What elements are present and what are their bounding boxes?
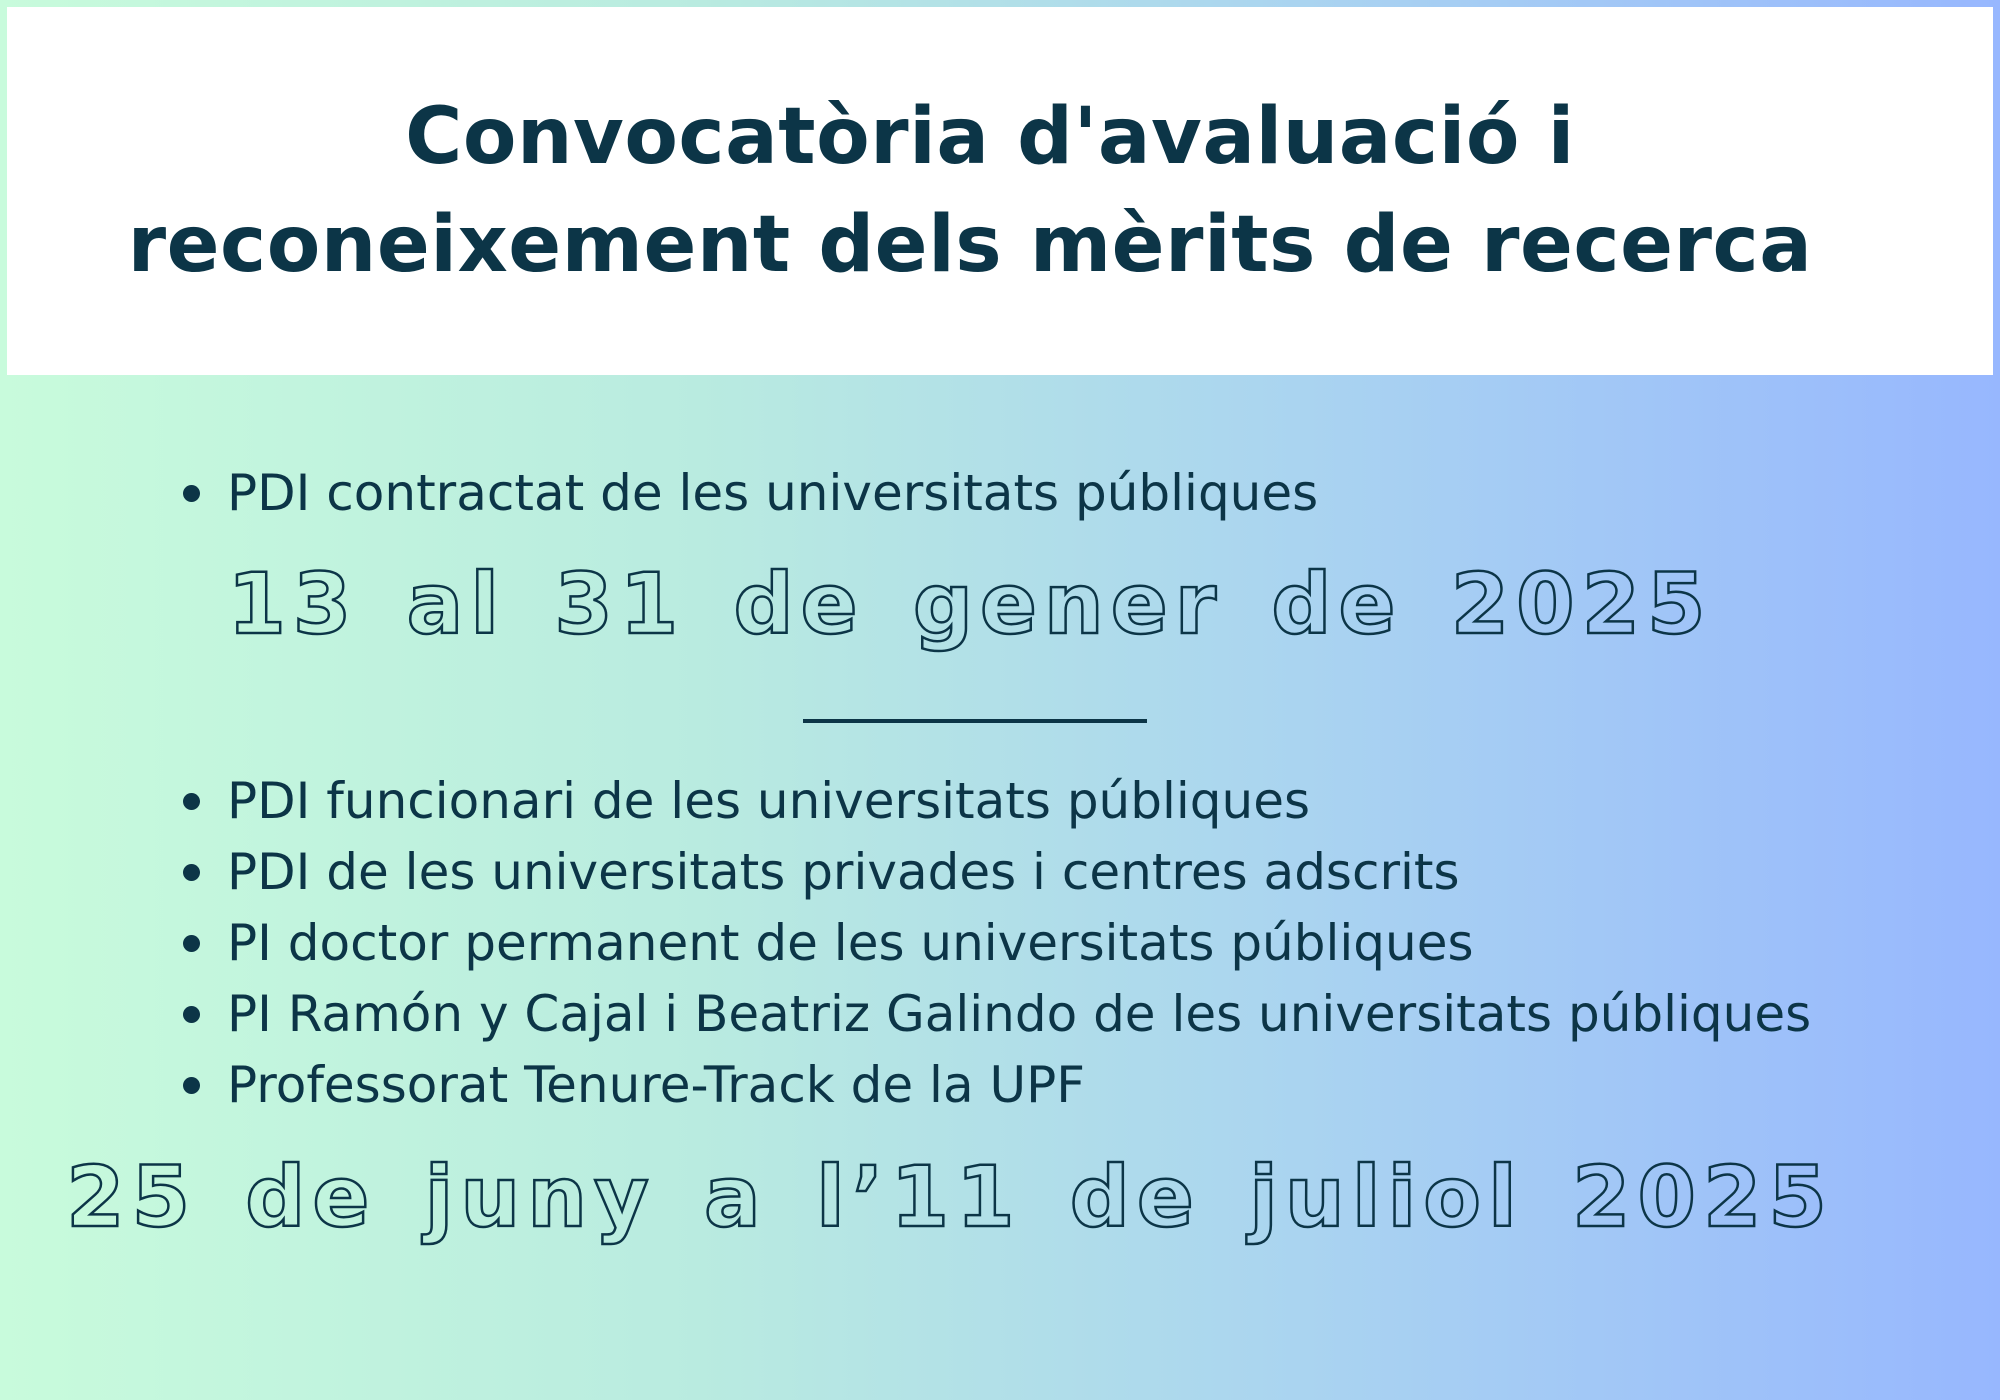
list-item [0,908,1811,979]
bullet-icon [183,793,200,810]
list-item [0,1050,1811,1121]
title-line-1: Convocatòria d'avaluació i [405,92,1575,182]
divider [803,719,1147,723]
group1-list [0,458,1318,529]
list-item-label: PDI contractat de les universitats públiques [227,464,1319,522]
list-item-label: PI doctor permanent de les universitats públiques [227,914,1474,972]
bullet-icon [183,485,200,502]
list-item [0,458,1318,529]
list-item [0,766,1811,837]
bullet-icon [183,1077,200,1094]
list-item-label: PDI funcionari de les universitats públiques [227,772,1311,830]
bullet-icon [183,1006,200,1023]
group1-date: 13 al 31 de gener de 2025 [227,555,1713,653]
title-line-2: reconeixement dels mèrits de recerca [127,200,1813,290]
list-item-label: PDI de les universitats privades i centres adscrits [227,843,1460,901]
bullet-icon [183,864,200,881]
group2-list [0,766,1811,1121]
title-panel [7,7,1993,375]
list-item [0,979,1811,1050]
list-item [0,837,1811,908]
list-item-label: PI Ramón y Cajal i Beatriz Galindo de les universitats públiques [227,985,1812,1043]
list-item-label: Professorat Tenure-Track de la UPF [227,1056,1085,1114]
group2-date: 25 de juny a l’11 de juliol 2025 [66,1148,1834,1246]
bullet-icon [183,935,200,952]
